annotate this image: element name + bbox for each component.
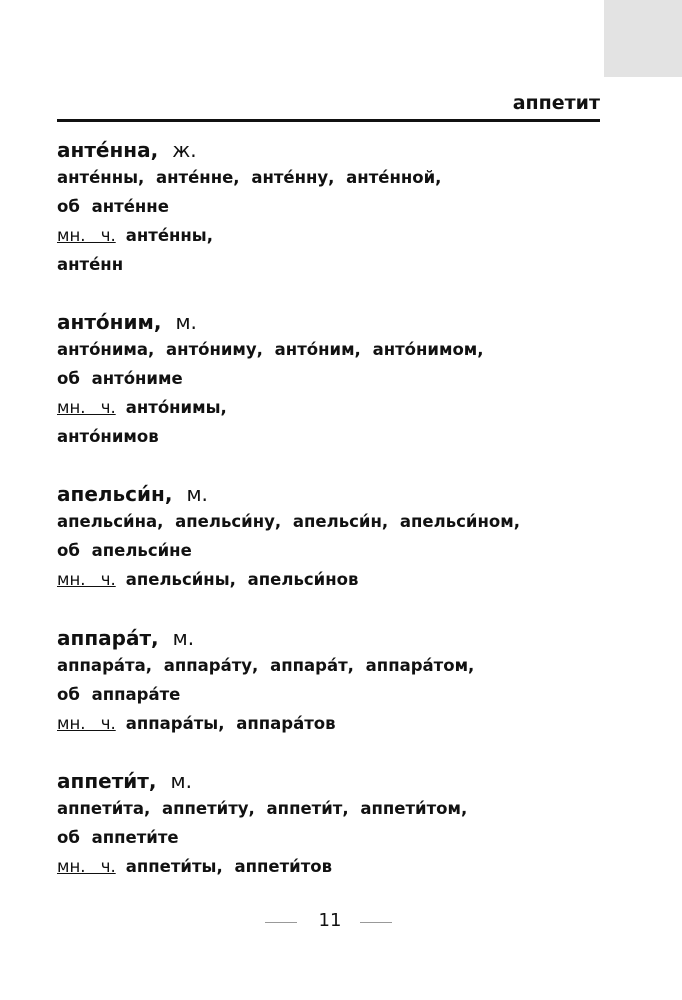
gender-label: м. xyxy=(186,482,208,506)
headword: аппара́т, xyxy=(57,626,159,650)
plural-line xyxy=(57,565,617,594)
plural-line xyxy=(57,852,617,881)
plural-continuation-line: анте́нн xyxy=(57,255,124,274)
plural-label: мн. ч. xyxy=(57,398,116,417)
plural-label: мн. ч. xyxy=(57,714,116,733)
headword: апельси́н, xyxy=(57,482,173,506)
case-forms-line: анто́нима, анто́ниму, анто́ним, анто́нимом, xyxy=(57,340,484,359)
headword: аппети́т, xyxy=(57,769,157,793)
plural-continuation-line: анто́нимов xyxy=(57,427,159,446)
plural-label: мн. ч. xyxy=(57,570,116,589)
case-forms-line: анте́нны, анте́нне, анте́нну, анте́нной, xyxy=(57,168,442,187)
headword-line xyxy=(57,768,617,794)
prepositional-form-line: об апельси́не xyxy=(57,541,192,560)
plural-forms: анте́нны, xyxy=(125,226,213,245)
headword: анте́нна, xyxy=(57,138,159,162)
page-number: 11 xyxy=(318,910,342,931)
page-corner-tab xyxy=(604,0,682,77)
running-head: аппетит xyxy=(512,92,600,114)
gender-label: м. xyxy=(172,626,195,650)
headword-line xyxy=(57,309,617,335)
plural-line xyxy=(57,709,617,738)
headword: анто́ним, xyxy=(57,310,162,334)
dictionary-entry xyxy=(57,309,617,451)
plural-forms: аппети́ты, аппети́тов xyxy=(125,857,333,876)
plural-line xyxy=(57,221,617,250)
plural-forms: апельси́ны, апельси́нов xyxy=(125,570,359,589)
page-number-right-dash xyxy=(360,922,392,923)
gender-label: м. xyxy=(175,310,197,334)
dictionary-entry xyxy=(57,625,617,738)
plural-forms: аппара́ты, аппара́тов xyxy=(125,714,336,733)
case-forms-line: аппети́та, аппети́ту, аппети́т, аппети́том, xyxy=(57,799,468,818)
prepositional-form-line: об анте́нне xyxy=(57,197,169,216)
plural-label: мн. ч. xyxy=(57,226,116,245)
case-forms-line: апельси́на, апельси́ну, апельси́н, апельси́ном, xyxy=(57,512,520,531)
headword-line xyxy=(57,137,617,163)
dictionary-entry xyxy=(57,768,617,881)
prepositional-form-line: об аппара́те xyxy=(57,685,181,704)
gender-label: м. xyxy=(170,769,192,793)
headword-line xyxy=(57,625,617,651)
headword-line xyxy=(57,481,617,507)
dictionary-entry xyxy=(57,481,617,594)
plural-label: мн. ч. xyxy=(57,857,116,876)
case-forms-line: аппара́та, аппара́ту, аппара́т, аппара́том, xyxy=(57,656,475,675)
gender-label: ж. xyxy=(172,138,197,162)
prepositional-form-line: об анто́ниме xyxy=(57,369,183,388)
plural-line xyxy=(57,393,617,422)
prepositional-form-line: об аппети́те xyxy=(57,828,179,847)
dictionary-entry xyxy=(57,137,617,279)
header-rule xyxy=(57,119,600,122)
plural-forms: анто́нимы, xyxy=(125,398,227,417)
